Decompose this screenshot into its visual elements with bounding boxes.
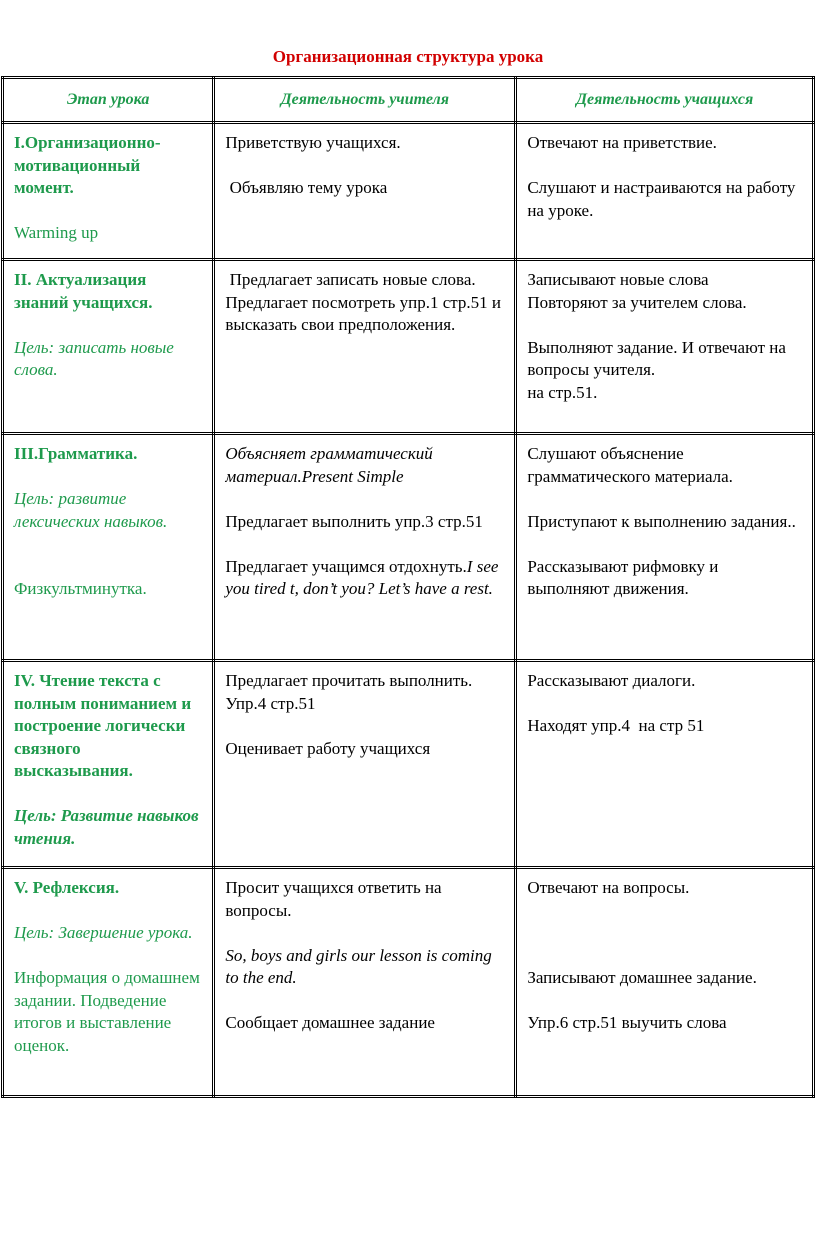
students-text: Упр.6 стр.51 выучить слова (527, 1013, 727, 1032)
teacher-text: Приветствую учащихся. (225, 133, 401, 152)
stage-goal: Цель: Развитие навыков чтения. (14, 806, 199, 848)
table-header-row (3, 78, 814, 123)
table-row (3, 434, 814, 661)
students-text: Слушают объяснение грамматического материала. (527, 444, 733, 486)
students-text: Находят упр.4 на стр 51 (527, 716, 705, 735)
teacher-cell (214, 260, 516, 434)
table-row (3, 868, 814, 1097)
header-stage: Этап урока (3, 78, 214, 123)
teacher-text: Объявляю тему урока (225, 178, 388, 197)
stage-title: IV. Чтение текста с полным пониманием и построение логически связного высказывания. (14, 671, 192, 780)
stage-cell (3, 868, 214, 1097)
students-cell (516, 260, 814, 434)
header-student-activity: Деятельность учащихся (516, 78, 814, 123)
teacher-text: Оценивает работу учащихся (225, 738, 431, 758)
table-row (3, 123, 814, 260)
teacher-text-plain: Предлагает учащимся отдохнуть. (225, 556, 467, 576)
students-text: Рассказывают рифмовку и выполняют движения. (527, 556, 719, 598)
stage-goal: Цель: Завершение урока. (14, 923, 193, 942)
teacher-cell (214, 868, 516, 1097)
teacher-text: Предлагает посмотреть упр.1 стр.51 и высказать свои предположения. (225, 292, 501, 334)
students-text: на стр.51. (527, 382, 598, 402)
teacher-text: Сообщает домашнее задание (225, 1013, 435, 1032)
stage-note: Warming up (14, 223, 99, 242)
teacher-quote: So, boys and girls our lesson is coming to the end. (225, 945, 492, 987)
stage-goal: Цель: развитие лексических навыков. (14, 489, 168, 531)
stage-title: I.Организационно-мотивационный момент. (14, 133, 161, 197)
teacher-text (225, 556, 504, 601)
teacher-cell (214, 661, 516, 868)
lesson-structure-table (1, 76, 815, 1098)
stage-cell (3, 123, 214, 260)
students-text: Приступают к выполнению задания.. (527, 511, 796, 531)
teacher-text: Предлагает записать новые слова. (225, 270, 476, 289)
teacher-cell (214, 123, 516, 260)
table-row (3, 661, 814, 868)
teacher-text: Предлагает выполнить упр.3 стр.51 (225, 511, 483, 531)
stage-cell (3, 661, 214, 868)
stage-extra: Физкультминутка. (14, 579, 147, 598)
stage-extra: Информация о домашнем задании. Подведение итогов и выставление оценок. (14, 968, 200, 1055)
stage-cell (3, 260, 214, 434)
teacher-quote: I see you tired t, don’t you? Let’s have a rest. (225, 556, 499, 598)
students-text: Записывают домашнее задание. (527, 968, 757, 987)
table-row (3, 260, 814, 434)
students-text: Отвечают на приветствие. (527, 133, 717, 152)
students-text: Рассказывают диалоги. (527, 671, 696, 690)
students-cell (516, 434, 814, 661)
stage-cell (3, 434, 214, 661)
students-text: Слушают и настраиваются на работу на уроке. (527, 178, 796, 220)
teacher-cell (214, 434, 516, 661)
students-text: Выполняют задание. И отвечают на вопросы учителя. (527, 337, 786, 379)
students-text: Отвечают на вопросы. (527, 878, 690, 897)
stage-title: II. Актуализация знаний учащихся. (14, 270, 153, 312)
header-teacher-activity: Деятельность учителя (214, 78, 516, 123)
stage-goal: Цель: записать новые слова. (14, 337, 174, 379)
students-cell (516, 123, 814, 260)
teacher-text: Просит учащихся ответить на вопросы. (225, 878, 442, 920)
students-text: Записывают новые слова (527, 270, 709, 289)
students-text: Повторяют за учителем слова. (527, 292, 747, 312)
teacher-text: Предлагает прочитать выполнить. Упр.4 стр.51 (225, 671, 473, 713)
page-title: Организационная структура урока (272, 47, 544, 66)
teacher-text: Объясняет грамматический материал.Present Simple (225, 444, 433, 486)
stage-title: V. Рефлексия. (14, 878, 120, 897)
students-cell (516, 868, 814, 1097)
students-cell (516, 661, 814, 868)
stage-title: III.Грамматика. (14, 444, 138, 463)
